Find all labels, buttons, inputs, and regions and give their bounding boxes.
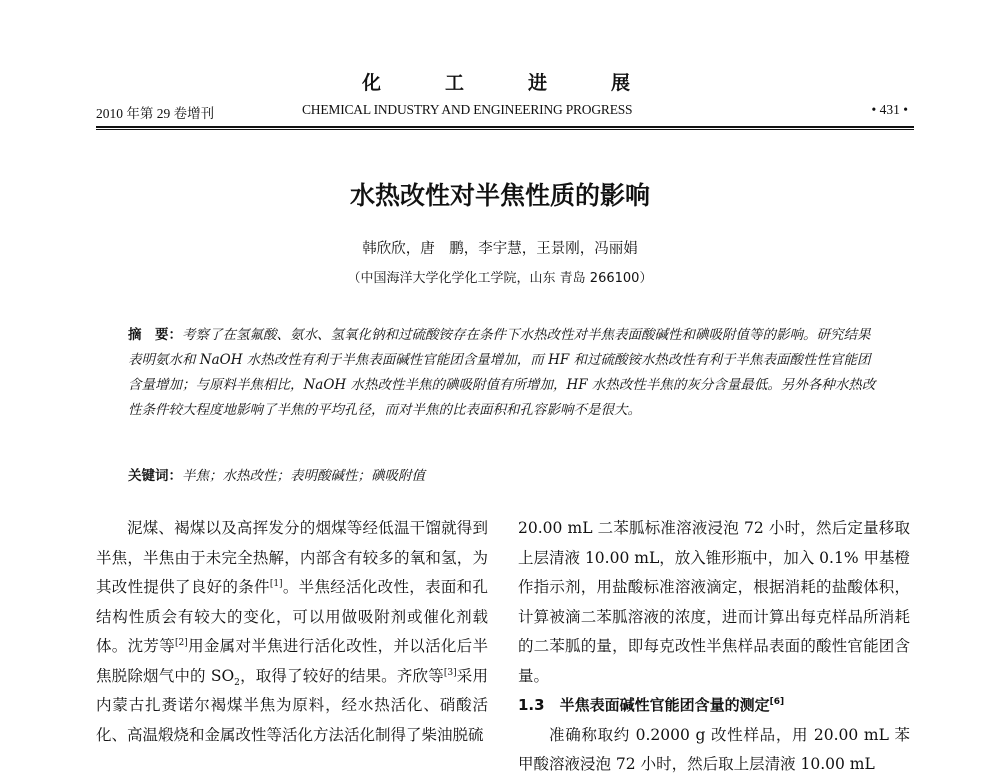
journal-name: [0, 68, 1000, 95]
journal-name-char: 展: [611, 72, 639, 94]
body-paragraph: 泥煤、褐煤以及高挥发分的烟煤等经低温干馏就得到半焦，半焦由于未完全热解，内部含有较多的氧和氢，为其改性提供了良好的条件[1]。半焦经活化改性，表面和孔结构性质会有较大的变化，可以用做吸附剂或催化剂载体。沈芳等[2]用金属对半焦进行活化改性，并以活化后半焦脱除烟气中的 $SO_2$，取得了较好的结果。齐欣等[3]采用内蒙古扎赉诺尔褐煤半焦为原料，经水热活化、硝酸活化、高温煅烧和金属改性等活化方法活化制得了柴油脱硫: [96, 519, 488, 744]
journal-name-char: 化: [361, 72, 389, 94]
body-paragraph: 准确称取约 0.2000 g 改性样品，用 20.00 mL 苯甲酸溶液浸泡 72 小时，然后取上层清液 10.00 mL: [518, 725, 910, 773]
header-rule-thin: [96, 129, 914, 130]
section-heading: 1.3 半焦表面碱性官能团含量的测定[6]: [518, 696, 785, 714]
body-paragraph: 20.00 mL 二苯胍标准溶液浸泡 72 小时，然后定量移取上层清液 10.00 mL，放入锥形瓶中，加入 0.1% 甲基橙作指示剂，用盐酸标准溶液滴定，根据消耗的盐酸体积，计算被滴二苯胍溶液的浓度，进而计算出每克样品所消耗的二苯胍的量，即每克改性半焦样品表面的酸性官能团含量。: [518, 519, 910, 685]
header-rule-thick: [96, 126, 914, 128]
journal-name-char: 进: [528, 72, 556, 94]
citation-ref: [6]: [769, 697, 785, 707]
citation-ref: [2]: [175, 637, 188, 648]
journal-name-char: 工: [444, 72, 472, 94]
keywords-label: 关键词：: [128, 468, 182, 484]
abstract-text: 考察了在氢氟酸、氨水、氢氧化钠和过硫酸铵存在条件下水热改性对半焦表面酸碱性和碘吸附值等的影响。研究结果表明氨水和 NaOH 水热改性有利于半焦表面碱性官能团含量增加，而 HF 和过硫酸铵水热改性有利于半焦表面酸性性官能团含量增加；与原料半焦相比，NaOH 水热改性半焦的碘吸附值有所增加，HF 水热改性半焦的灰分含量最低。另外各种水热改性条件较大程度地影响了半焦的平均孔径，而对半焦的比表面积和孔容影响不是很大。: [128, 327, 876, 418]
page-number: • 431 •: [871, 102, 908, 117]
running-header: [96, 102, 908, 124]
journal-english-name: CHEMICAL INDUSTRY AND ENGINEERING PROGRESS: [302, 102, 633, 117]
affiliation: （中国海洋大学化学化工学院，山东 青岛 266100）: [347, 271, 653, 286]
subscript: 2: [234, 677, 240, 688]
abstract: [128, 323, 880, 423]
citation-ref: [3]: [443, 667, 457, 678]
keywords-text: 半焦；水热改性；表明酸碱性；碘吸附值: [182, 468, 425, 484]
issue-info: 2010 年第 29 卷增刊: [96, 106, 215, 121]
body-column-left: [96, 514, 488, 750]
citation-ref: [1]: [269, 578, 283, 589]
abstract-label: 摘 要：: [128, 327, 182, 343]
body-column-right: [518, 514, 910, 780]
keywords: [128, 464, 880, 484]
article-title: 水热改性对半焦性质的影响: [349, 181, 650, 210]
authors: 韩欣欣，唐 鹏，李宇慧，王景刚，冯丽娟: [362, 241, 638, 257]
